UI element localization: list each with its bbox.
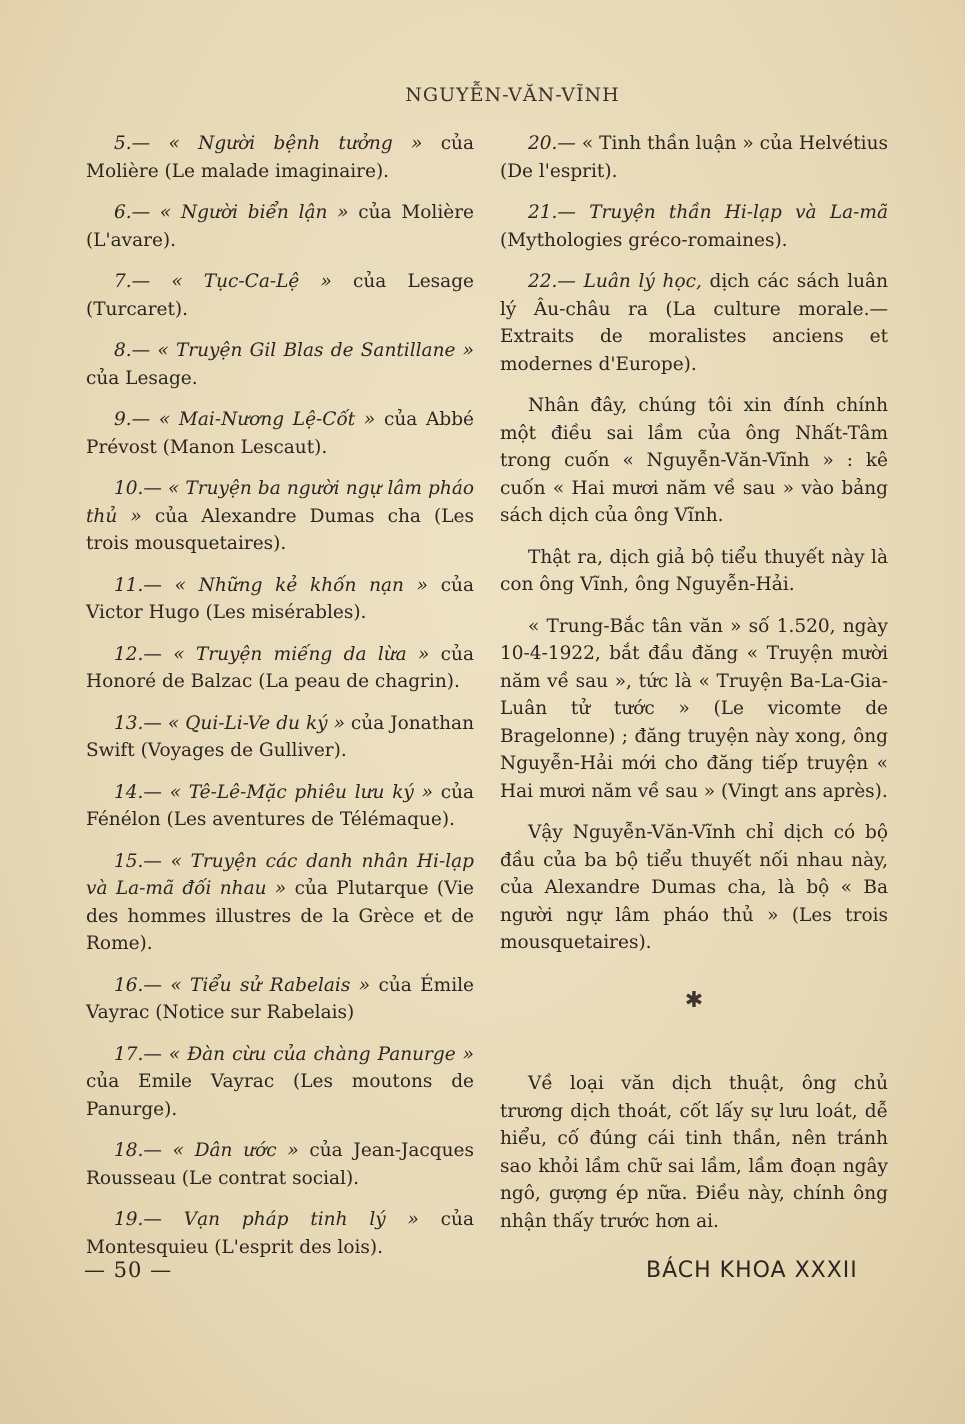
book-title: « Tục-Ca-Lệ » (171, 271, 332, 292)
book-details: của Emile Vayrac (Les moutons de Panurge). (86, 1071, 474, 1120)
left-column (86, 130, 474, 1275)
book-list-item (86, 475, 474, 558)
book-list-item (86, 779, 474, 834)
item-number: 7.— (114, 271, 151, 292)
book-title: « Truyện ba người ngự lâm pháo thủ » (86, 478, 474, 527)
paragraph-correction: Nhân đây, chúng tôi xin đính chính một điều sai lầm của ông Nhất-Tâm trong cuốn « Nguyễn-Văn-Vĩnh » : kê cuốn « Hai mươi năm về sau » vào bảng sách dịch của ông Vĩnh. (500, 395, 888, 526)
book-title: « Đàn cừu của chàng Panurge » (168, 1043, 474, 1065)
book-details: của Molière (L'avare). (86, 202, 474, 251)
publication-footer: BÁCH KHOA XXXII (646, 1258, 858, 1283)
book-list-item (86, 337, 474, 392)
item-number: 12.— (114, 643, 162, 665)
book-list-item (500, 199, 888, 254)
book-details: của Émile Vayrac (Notice sur Rabelais) (86, 974, 474, 1023)
item-number: 13.— (114, 712, 162, 734)
separator-ornament: ✱ (684, 987, 704, 1013)
book-details: của Alexandre Dumas cha (Les trois mousquetaires). (86, 505, 474, 554)
paragraph-conclusion: Vậy Nguyễn-Văn-Vĩnh chỉ dịch có bộ đầu của ba bộ tiểu thuyết nối nhau này, của Alexandre Dumas cha, là bộ « Ba người ngự lâm pháo thủ » (Les trois mousquetaires). (500, 822, 888, 953)
paragraph-translator: Thật ra, dịch giả bộ tiểu thuyết này là con ông Vĩnh, ông Nguyễn-Hải. (500, 546, 888, 595)
book-list-item (500, 130, 888, 185)
item-number: 11.— (114, 574, 162, 596)
book-details: (Mythologies gréco-romaines). (500, 229, 788, 251)
paragraph-trung-bac: « Trung-Bắc tân văn » số 1.520, ngày 10-4-1922, bắt đầu đăng « Truyện mười năm về sau », tức là « Truyện Ba-La-Gia-Luân tử tước » (Le vicomte de Bragelonne) ; đăng truyện này xong, ông Nguyễn-Hải mới cho đăng tiếp truyện « Hai mươi năm về sau » (Vingt ans après). (500, 615, 888, 802)
book-details: của Lesage (Turcaret). (86, 271, 474, 320)
item-number: 19.— (114, 1209, 162, 1230)
book-details: của Lesage. (86, 367, 198, 389)
book-details: của Plutarque (Vie des hommes illustres de la Grèce et de Rome). (86, 878, 475, 954)
item-number: 10.— (114, 478, 162, 499)
book-list-item (86, 130, 474, 185)
item-number: 9.— (114, 409, 151, 430)
book-details: của Abbé Prévost (Manon Lescaut). (86, 409, 475, 458)
item-number: 17.— (114, 1043, 162, 1065)
book-title: « Người bệnh tưởng » (168, 133, 423, 154)
book-title: « Truyện Gil Blas de Santillane » (157, 340, 475, 361)
book-list-item (86, 572, 474, 627)
book-list-item (86, 1206, 474, 1261)
book-title: Luân lý học, (583, 271, 702, 292)
item-number: 15.— (114, 850, 162, 872)
book-details: của Victor Hugo (Les misérables). (86, 574, 474, 623)
book-details: của Jean-Jacques Rousseau (Le contrat social). (86, 1140, 474, 1189)
book-details: của Molière (Le malade imaginaire). (86, 133, 475, 182)
item-number: 16.— (114, 974, 162, 996)
book-list-item (86, 199, 474, 254)
book-title: Vạn pháp tinh lý » (183, 1209, 419, 1230)
book-list-item (86, 641, 474, 696)
running-title: NGUYỄN-VĂN-VĨNH (405, 84, 620, 106)
book-title: « Tiểu sử Rabelais » (170, 974, 371, 996)
item-number: 20.— (528, 133, 576, 154)
book-title: « Người biển lận » (159, 202, 349, 223)
item-number: 22.— (528, 271, 576, 292)
item-number: 6.— (114, 202, 151, 223)
item-number: 21.— (528, 202, 576, 223)
item-number: 14.— (114, 781, 162, 803)
book-title: « Qui-Li-Ve du ký » (167, 712, 345, 734)
book-details: « Tinh thần luận » của Helvétius (De l'esprit). (500, 133, 888, 182)
book-title: « Tê-Lê-Mặc phiêu lưu ký » (169, 781, 433, 803)
item-number: 5.— (114, 133, 151, 154)
book-list-item (86, 848, 474, 958)
book-list-item (86, 1041, 474, 1124)
book-title: « Những kẻ khốn nạn » (174, 574, 428, 596)
book-list-item (86, 1137, 474, 1192)
book-title: « Truyện các danh nhân Hi-lạp và La-mã đối nhau » (86, 850, 474, 899)
item-number: 8.— (114, 340, 151, 361)
book-details: dịch các sách luân lý Âu-châu ra (La culture morale.— Extraits de moralistes anciens et modernes d'Europe). (500, 271, 888, 375)
paragraph-translation-style: Về loại văn dịch thuật, ông chủ trương dịch thoát, cốt lấy sự lưu loát, dễ hiểu, cố đúng cái tinh thần, nên tránh sao khỏi lầm chữ sai lầm, lầm đoạn ngây ngô, gượng ép nữa. Điều này, chính ông nhận thấy trước hơn ai. (500, 1073, 888, 1232)
book-list-item (500, 268, 888, 378)
item-number: 18.— (114, 1140, 162, 1161)
book-title: Truyện thần Hi-lạp và La-mã (589, 202, 888, 223)
book-list-item (86, 406, 474, 461)
book-details: của Montesquieu (L'esprit des lois). (86, 1209, 474, 1258)
book-list-item (86, 710, 474, 765)
book-list-item (86, 268, 474, 323)
book-title: « Truyện miếng da lừa » (173, 643, 430, 665)
page-number: — 50 — (84, 1258, 173, 1282)
right-column (500, 130, 888, 1249)
book-details: của Fénélon (Les aventures de Télémaque). (86, 781, 475, 830)
book-details: của Jonathan Swift (Voyages de Gulliver). (86, 712, 475, 761)
book-title: « Mai-Nương Lệ-Cốt » (158, 409, 376, 430)
book-list-item (86, 972, 474, 1027)
book-details: của Honoré de Balzac (La peau de chagrin). (86, 643, 474, 692)
book-title: « Dân ước » (172, 1140, 299, 1161)
